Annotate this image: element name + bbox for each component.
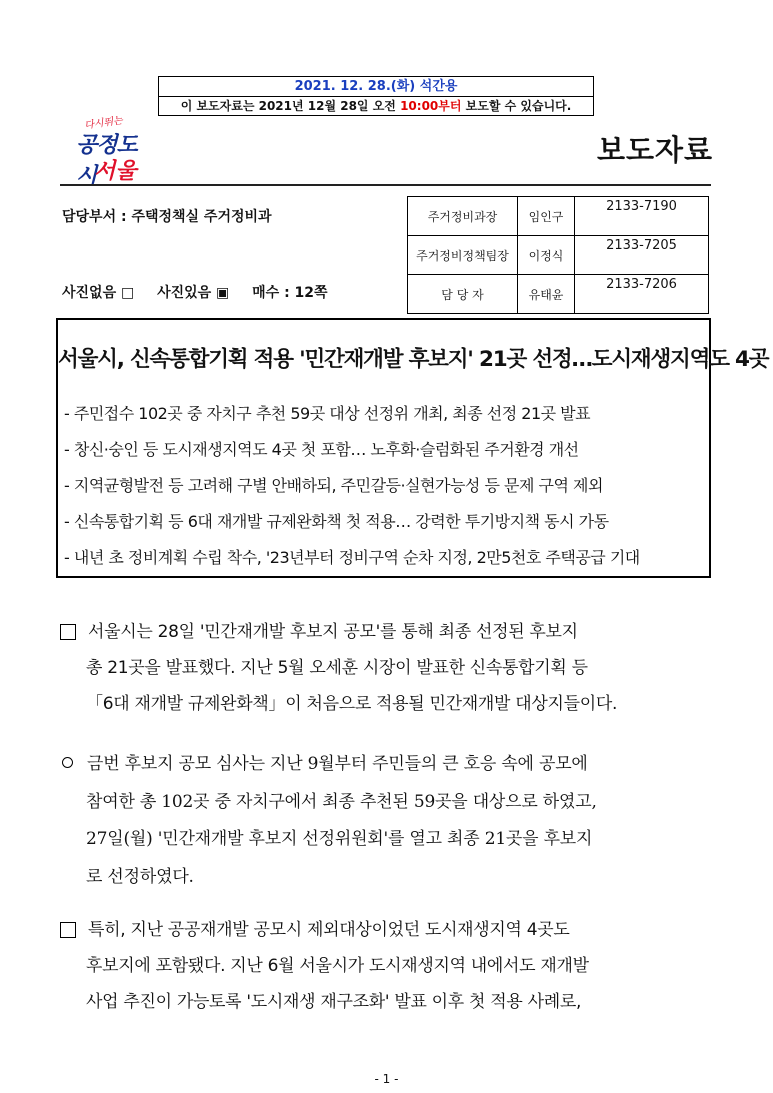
embargo-release-note (159, 97, 593, 115)
no-photo-checkbox-label: 사진없음 □ (62, 285, 135, 301)
contact-role: 주거정비정책팀장 (408, 236, 518, 275)
paragraph-line: 금번 후보지 공모 심사는 지난 9월부터 주민들의 큰 호응 속에 공모에 (87, 754, 588, 774)
logo-tagline: 다시뛰는 (83, 115, 124, 132)
page-count: 매수 : 12쪽 (252, 285, 328, 301)
summary-bullet: - 지역균형발전 등 고려해 구별 안배하되, 주민갈등·실현가능성 등 문제 구역 제외 (64, 476, 603, 495)
square-bullet-icon (60, 624, 76, 640)
headline: 서울시, 신속통합기획 적용 '민간재개발 후보지' 21곳 선정…도시재생지역도 4곳 (58, 347, 769, 372)
contact-name: 이정식 (518, 236, 575, 275)
paragraph-line: 서울시는 28일 '민간재개발 후보지 공모'를 통해 최종 선정된 후보지 (88, 622, 578, 642)
logo-word-seoul: 서울 (94, 158, 137, 184)
contact-phone: 2133-7205 (575, 236, 709, 275)
contacts-table (407, 196, 709, 314)
contact-role: 주거정비과장 (408, 197, 518, 236)
headline-box (56, 318, 769, 578)
summary-bullet: - 내년 초 정비계획 수립 착수, '23년부터 정비구역 순차 지정, 2만5천호 주택공급 기대 (64, 548, 640, 567)
paragraph-line: 특히, 지난 공공재개발 공모시 제외대상이었던 도시재생지역 4곳도 (88, 920, 570, 940)
contact-row (408, 275, 709, 314)
embargo-box (158, 76, 594, 116)
paragraph-line: 참여한 총 102곳 중 자치구에서 최종 추천된 59곳을 대상으로 하였고, (86, 791, 597, 812)
summary-bullet: - 창신·숭인 등 도시재생지역도 4곳 첫 포함… 노후화·슬럼화된 주거환경 개선 (64, 440, 579, 459)
contact-phone: 2133-7206 (575, 275, 709, 314)
release-suffix: 보도할 수 있습니다. (465, 99, 572, 113)
paragraph-2 (60, 746, 720, 896)
contact-name: 임인구 (518, 197, 575, 236)
summary-bullets (64, 400, 704, 580)
square-bullet-icon (60, 922, 76, 938)
summary-bullet: - 신속통합기획 등 6대 재개발 규제완화책 첫 적용… 강력한 투기방지책 동시 가동 (64, 512, 609, 531)
contact-row (408, 197, 709, 236)
summary-bullet: - 주민접수 102곳 중 자치구 추천 59곳 대상 선정위 개최, 최종 선정 21곳 발표 (64, 404, 591, 423)
contact-role: 담 당 자 (408, 275, 518, 314)
document-type-title: 보도자료 (596, 133, 713, 167)
photo-info (62, 282, 346, 302)
paragraph-1 (60, 614, 720, 722)
paragraph-line: 27일(월) '민간재개발 후보지 선정위원회'를 열고 최종 21곳을 후보지 (86, 829, 593, 849)
page-number: - 1 - (374, 1072, 399, 1086)
seoul-logo (76, 112, 156, 189)
department-line: 담당부서 : 주택정책실 주거정비과 (62, 209, 272, 225)
embargo-date: 2021. 12. 28.(화) 석간용 (159, 77, 593, 97)
release-prefix: 이 보도자료는 2021년 12월 28일 오전 (180, 99, 396, 113)
paragraph-line: 사업 추진이 가능토록 '도시재생 재구조화' 발표 이후 첫 적용 사례로, (86, 992, 582, 1012)
header-divider (60, 184, 711, 186)
contact-name: 유태윤 (518, 275, 575, 314)
paragraph-line: 후보지에 포함됐다. 지난 6월 서울시가 도시재생지역 내에서도 재개발 (86, 956, 589, 976)
logo-word-fair-city: 공정도시 (76, 132, 137, 189)
has-photo-checkbox-label: 사진있음 ▣ (157, 285, 230, 301)
circle-bullet-icon (62, 757, 73, 768)
contact-row (408, 236, 709, 275)
paragraph-line: 총 21곳을 발표했다. 지난 5월 오세훈 시장이 발표한 신속통합기획 등 (86, 658, 588, 678)
paragraph-3 (60, 912, 720, 1020)
paragraph-line: 로 선정하였다. (86, 866, 194, 887)
paragraph-line: 「6대 재개발 규제완화책」이 처음으로 적용될 민간재개발 대상지들이다. (86, 694, 618, 714)
release-time: 10:00부터 (400, 99, 462, 113)
contact-phone: 2133-7190 (575, 197, 709, 236)
